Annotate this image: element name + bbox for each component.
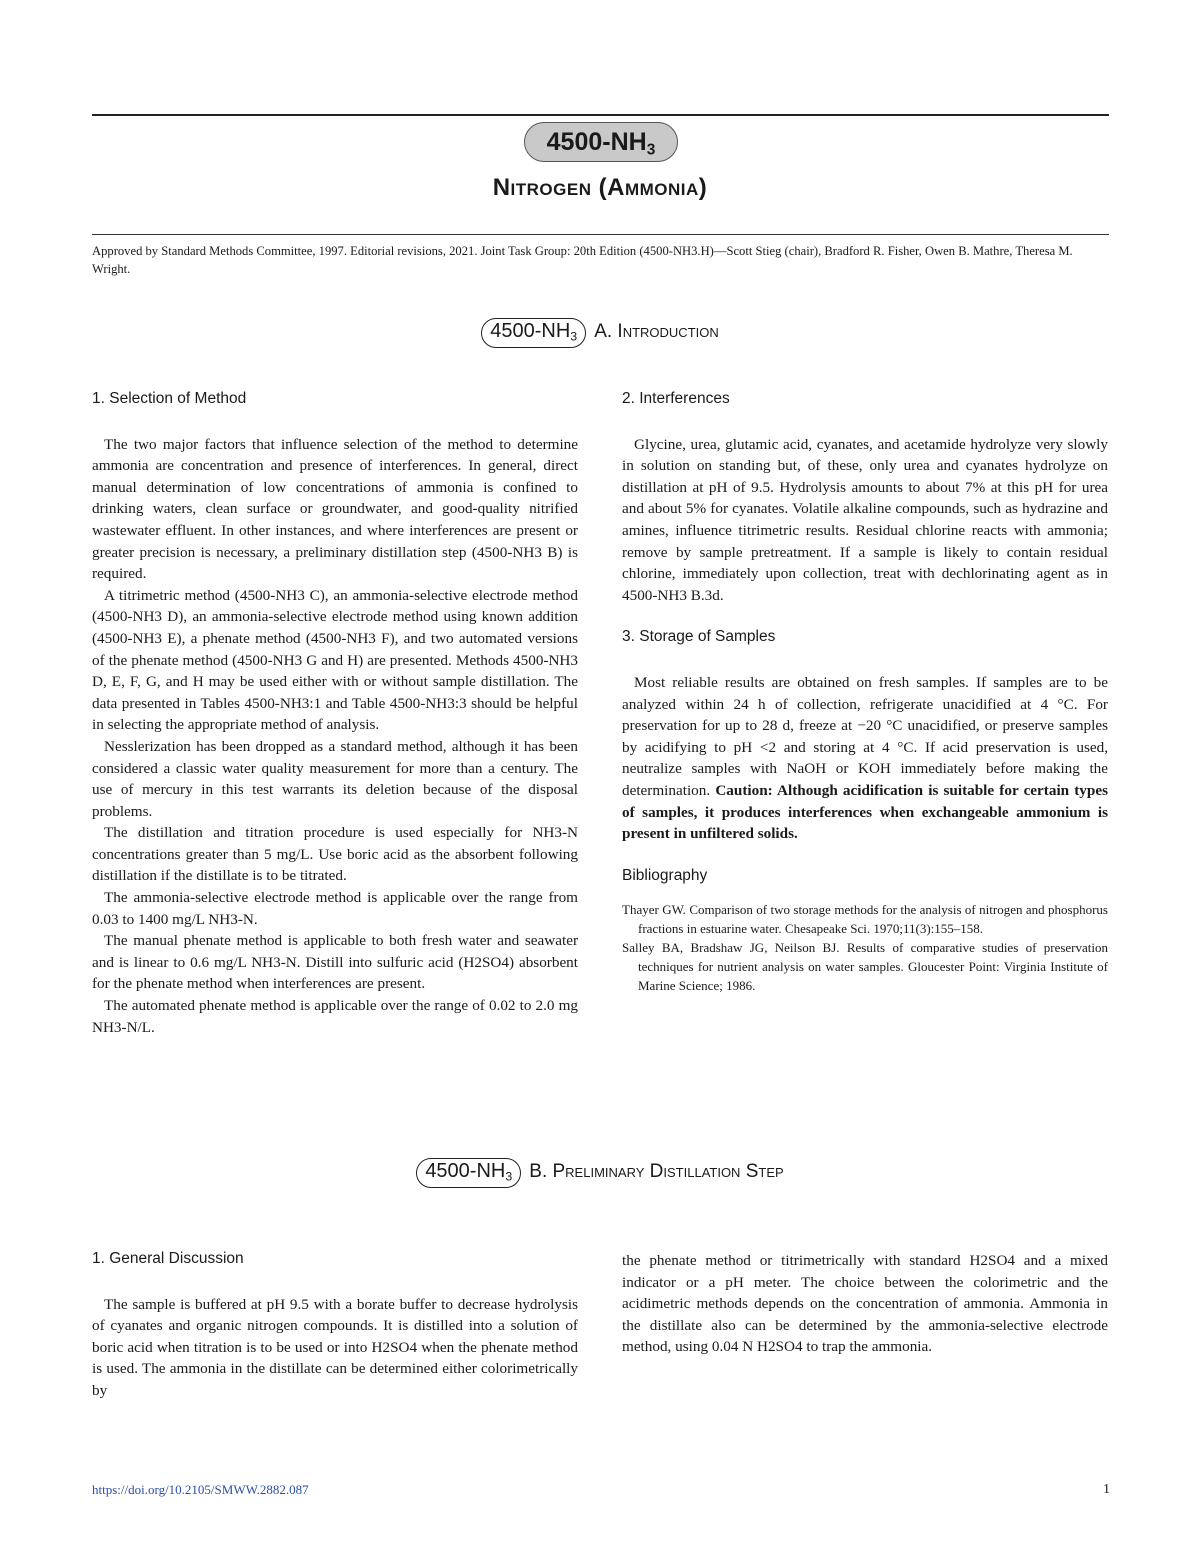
paragraph: The automated phenate method is applicable over the range of 0.02 to 2.0 mg NH3-N/L. [92, 997, 578, 1036]
section-b-badge [416, 1158, 521, 1188]
section-b-badge-text: 4500-NH [425, 1160, 506, 1182]
selection-of-method-heading: 1. Selection of Method [92, 390, 247, 407]
page-title-text: Nitrogen (Ammonia) [492, 174, 708, 201]
paragraph: A titrimetric method (4500-NH3 C), an ammonia-selective electrode method (4500-NH3 D), an ammonia-selective electrode method using known addition (4500-NH3 E), a phenate method (4500-NH3 F), and two automated versions of the phenate method (4500-NH3 G and H) are presented. Methods 4500-NH3 D, E, F, G, and H may be used either with or without sample distillation. The data presented in Tables 4500-NH3:1 and Table 4500-NH3:3 should be helpful in selecting the appropriate method of analysis. [92, 586, 578, 734]
bibliography-entry: Thayer GW. Comparison of two storage methods for the analysis of nitrogen and phosphorus fractions in estuarine water. Chesapeake Sci. 1970;11(3):155–158. [622, 902, 1108, 937]
page-title [0, 174, 1200, 202]
section-a-left-column [92, 388, 578, 1038]
section-a-right-column [622, 388, 1108, 995]
method-code-badge [524, 122, 678, 162]
storage-text: Most reliable results are obtained on fresh samples. If samples are to be analyzed within 24 h of collection, refrigerate unacidified at 4 °C. For preservation for up to 28 d, freeze at −20 °C unacidified, or preserve samples by acidifying to pH <2 and storing at 4 °C. If acid preservation is used, neutralize samples with NaOH or KOH immediately before making the determination. [622, 673, 1108, 799]
paragraph: Glycine, urea, glutamic acid, cyanates, and acetamide hydrolyze very slowly in solution on standing but, of these, only urea and cyanates hydrolyze on distillation at pH of 9.5. Hydrolysis amounts to about 7% at this pH for urea and about 5% for cyanates. Volatile alkaline compounds, such as hydrazine and amines, influence titrimetric results. Residual chlorine reacts with ammonia; remove by sample pretreatment. If a sample is likely to contain residual chlorine, immediately upon collection, treat with dechlorinating agent as in 4500-NH3 B.3d. [622, 435, 1108, 604]
paragraph: Nesslerization has been dropped as a standard method, although it has been considered a classic water quality measurement for more than a century. The use of mercury in this test warrants its deletion because of the disposal problems. [92, 737, 578, 820]
general-discussion-heading: 1. General Discussion [92, 1250, 244, 1267]
section-a-header [0, 318, 1200, 348]
method-code: 4500-NH [546, 128, 647, 156]
doi-link[interactable]: https://doi.org/10.2105/SMWW.2882.087 [92, 1482, 309, 1497]
storage-heading: 3. Storage of Samples [622, 628, 776, 646]
title-rule [92, 234, 1109, 235]
paragraph: The sample is buffered at pH 9.5 with a borate buffer to decrease hydrolysis of cyanates and organic nitrogen compounds. It is distilled into a solution of boric acid when titration is to be used or into H2SO4 when the phenate method is used. The ammonia in the distillate can be determined either colorimetrically by [92, 1295, 578, 1399]
section-b-left-column [92, 1248, 578, 1402]
section-b-title: B. Preliminary Distillation Step [529, 1161, 784, 1182]
paragraph [622, 672, 1108, 845]
paragraph: The ammonia-selective electrode method is applicable over the range from 0.03 to 1400 mg/L NH3-N. [92, 889, 578, 928]
bibliography-heading: Bibliography [622, 866, 708, 884]
paragraph: The manual phenate method is applicable to both fresh water and seawater and is linear to 0.6 mg/L NH3-N. Distill into sulfuric acid (H2SO4) absorbent for the phenate method when interferences are present. [92, 932, 578, 993]
bibliography-list [622, 900, 1108, 995]
section-b-badge-sub: 3 [505, 1169, 513, 1184]
paragraph: the phenate method or titrimetrically with standard H2SO4 and a mixed indicator or a pH meter. The choice between the colorimetric and the acidimetric methods depends on the concentration of ammonia. Ammonia in the distillate also can be determined by the ammonia-selective electrode method, using 0.04 N H2SO4 to trap the ammonia. [622, 1252, 1108, 1356]
section-a-title: A. Introduction [594, 321, 719, 342]
caution-text: Caution: Although acidification is suitable for certain types of samples, it produces interferences when exchangeable ammonium is present in unfiltered solids. [622, 781, 1109, 843]
paragraph: The distillation and titration procedure is used especially for NH3-N concentrations greater than 5 mg/L. Use boric acid as the absorbent following distillation if the distillate is to be titrated. [92, 824, 578, 885]
section-b-right-column [622, 1250, 1108, 1358]
paragraph: The two major factors that influence selection of the method to determine ammonia are concentration and presence of interferences. In general, direct manual determination of low concentrations of ammonia is confined to drinking waters, clean surface or groundwater, and good-quality nitrified wastewater effluent. In other instances, and where interferences are present or greater precision is necessary, a preliminary distillation step (4500-NH3 B) is required. [92, 435, 578, 583]
section-a-badge-text: 4500-NH [490, 320, 571, 342]
section-a-badge [481, 318, 586, 348]
bibliography-entry: Salley BA, Bradshaw JG, Neilson BJ. Results of comparative studies of preservation techniques for nutrient analysis on water samples. Gloucester Point: Virginia Institute of Marine Science; 1986. [622, 940, 1108, 994]
method-code-sub: 3 [646, 141, 656, 159]
section-b-header [0, 1158, 1200, 1188]
approval-note [92, 242, 1112, 278]
section-a-badge-sub: 3 [570, 329, 578, 344]
approval-note-text: Approved by Standard Methods Committee, 1997. Editorial revisions, 2021. Joint Task Group: 20th Edition (4500-NH3.H)—Scott Stieg (chair), Bradford R. Fisher, Owen B. Mathre, Theresa M. Wright. [92, 244, 1073, 276]
top-rule [92, 114, 1109, 116]
page-number: 1 [1103, 1482, 1110, 1497]
interferences-heading: 2. Interferences [622, 390, 730, 407]
